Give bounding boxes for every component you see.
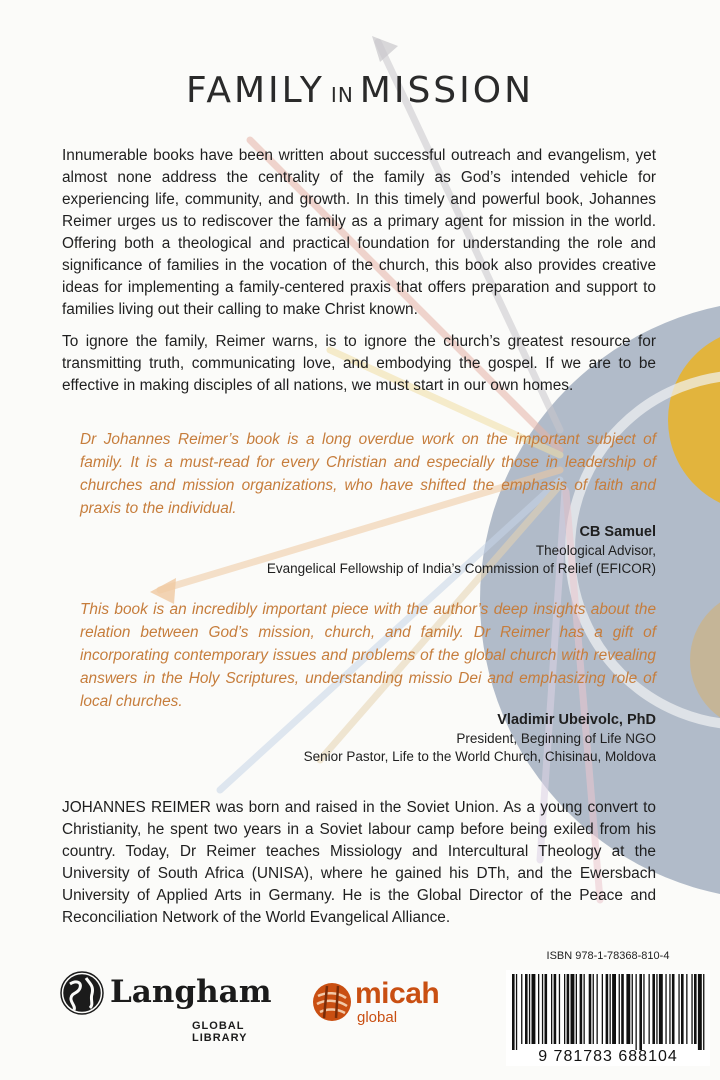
endorsement-quote-1: Dr Johannes Reimer’s book is a long overdue work on the important subject of family. It is a must-read for every Christian and especially those in leadership of churches and mission organizations, who have shifted the emphasis of faith and praxis to the individual.	[80, 431, 656, 517]
barcode-bar	[551, 974, 552, 1044]
barcode-bar	[636, 974, 637, 1050]
book-title	[0, 70, 720, 111]
globe-icon	[60, 970, 104, 1016]
barcode-bar	[612, 974, 616, 1044]
micah-wordmark: micah	[355, 977, 440, 1010]
langham-subtitle: GLOBAL LIBRARY	[192, 1020, 248, 1044]
barcode-bar	[606, 974, 609, 1044]
barcode-bar	[659, 974, 663, 1044]
barcode-bar	[656, 974, 657, 1044]
barcode-bar	[621, 974, 624, 1044]
isbn-label: ISBN 978-1-78368-810-4	[546, 950, 670, 962]
langham-logo	[60, 970, 280, 1044]
endorsement-quote-2: This book is an incredibly important piece with the author’s deep insights about the relation between God’s mission, church, and family. Dr Reimer has a gift of incorporating contemporary issues and problems of the global church with revealing answers in the Holy Scriptures, understanding missio Dei and emphasizing role of local churches.	[80, 601, 656, 710]
barcode-bar	[698, 974, 702, 1050]
barcode-bar	[639, 974, 642, 1050]
barcode-bar	[602, 974, 603, 1044]
barcode-bar	[542, 974, 543, 1044]
barcode-bar	[626, 974, 630, 1044]
endorsement-attribution-1	[267, 522, 656, 578]
barcode-bar	[525, 974, 528, 1044]
endorser-role-2a: President, Beginning of Life NGO	[456, 731, 656, 746]
barcode-bar	[554, 974, 557, 1044]
title-word-family: FAMILY	[185, 70, 325, 111]
endorser-role-1b: Evangelical Fellowship of India’s Commission of Relief (EFICOR)	[266, 561, 656, 576]
barcode-bar	[529, 974, 530, 1044]
barcode-bar	[619, 974, 620, 1044]
blurb-paragraph-2: To ignore the family, Reimer warns, is to ignore the church’s greatest resource for transmitting truth, communicating love, and embodying the gospel. If we are to be effective in making disciples of all nations, we must start in our own homes.	[62, 333, 656, 394]
barcode-bar	[672, 974, 675, 1044]
barcode-bar	[678, 974, 679, 1044]
barcode-bar	[580, 974, 583, 1044]
barcode-digits: 9 781783 688104	[538, 1048, 678, 1065]
barcode-bar	[681, 974, 684, 1044]
barcode-bar	[512, 974, 515, 1050]
isbn-barcode	[506, 970, 710, 1066]
endorser-role-1a: Theological Advisor,	[535, 543, 656, 558]
barcode-bar	[571, 974, 575, 1044]
endorser-name-2: Vladimir Ubeivolc, PhD	[497, 712, 656, 728]
endorsement-attribution-2	[304, 710, 656, 766]
title-word-mission: MISSION	[359, 70, 535, 111]
barcode-bar	[584, 974, 585, 1044]
langham-wordmark: Langham	[110, 974, 272, 1010]
endorser-name-1: CB Samuel	[579, 524, 656, 540]
barcode-bar	[649, 974, 650, 1044]
barcode-bar	[593, 974, 594, 1044]
barcode-bar	[567, 974, 570, 1044]
barcode-bar	[691, 974, 692, 1044]
barcode-bar	[516, 974, 517, 1050]
barcode-bar	[589, 974, 592, 1044]
barcode-bar	[545, 974, 548, 1044]
micah-emblem-icon	[312, 982, 352, 1022]
barcode-bar	[532, 974, 536, 1044]
barcode-bar	[576, 974, 577, 1044]
barcode-bar	[538, 974, 539, 1044]
title-word-in: IN	[330, 83, 354, 107]
author-bio: JOHANNES REIMER was born and raised in the Soviet Union. As a young convert to Christianity, he spent two years in a Soviet labour camp before being exiled from his country. Today, Dr Reimer teaches Missiology and Intercultural Theology at the University of South Africa (UNISA), where he gained his DTh, and the Ewersbach University of Applied Arts in Germany. He is the Global Director of the Peace and Reconciliation Network of the World Evangelical Alliance.	[62, 799, 656, 926]
micah-logo	[312, 974, 462, 1044]
blurb-paragraph-1: Innumerable books have been written about successful outreach and evangelism, yet almost none address the centrality of the family as God’s intended vehicle for experiencing life, community, and growth. In this timely and powerful book, Johannes Reimer urges us to rediscover the family as a primary agent for mission in the world. Offering both a theological and practical foundation for understanding the role and significance of families in the vocation of the church, this book also provides creative ideas for implementing a family-centered praxis that offers preparation and support to families living out their calling to make Christ known.	[62, 147, 656, 318]
barcode-bar	[694, 974, 697, 1044]
barcode-bar	[665, 974, 666, 1044]
barcode-bar	[652, 974, 655, 1044]
barcode-bar	[632, 974, 633, 1044]
barcode-bar	[521, 974, 522, 1044]
barcode-bar	[564, 974, 565, 1044]
barcode-bar	[669, 974, 670, 1044]
barcode-bar	[610, 974, 611, 1044]
barcode-bar	[703, 974, 704, 1050]
micah-subtitle: global	[357, 1009, 398, 1026]
barcode-bar	[643, 974, 644, 1044]
barcode-bar	[559, 974, 560, 1044]
barcode-bar	[597, 974, 598, 1044]
endorser-role-2b: Senior Pastor, Life to the World Church, Chisinau, Moldova	[303, 749, 656, 764]
barcode-bar	[686, 974, 687, 1044]
